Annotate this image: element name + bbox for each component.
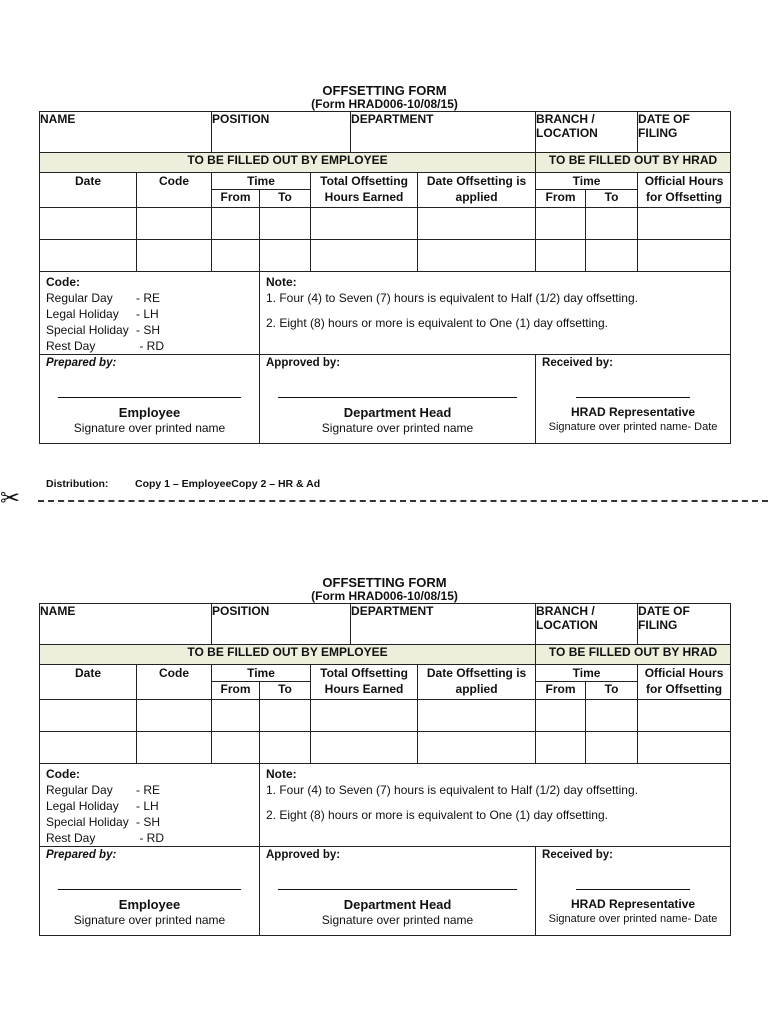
- cut-line: [0, 485, 768, 512]
- section-employee: TO BE FILLED OUT BY EMPLOYEE: [40, 153, 536, 173]
- entry-row: [40, 240, 731, 272]
- col-time: Time: [212, 173, 311, 190]
- entry-applied-cell[interactable]: [418, 732, 536, 764]
- entry-to-cell[interactable]: [260, 208, 311, 240]
- entry-official-cell[interactable]: [638, 208, 731, 240]
- entry-total-cell[interactable]: [311, 240, 418, 272]
- col-official-hours: Official Hours for Offsetting: [638, 665, 731, 700]
- form-title: OFFSETTING FORM: [322, 575, 447, 590]
- entry-date-cell[interactable]: [40, 732, 137, 764]
- entry-total-cell[interactable]: [311, 208, 418, 240]
- col-hrad-from: From: [536, 190, 586, 208]
- entry-to-cell[interactable]: [260, 732, 311, 764]
- entry-hrad-from-cell[interactable]: [536, 732, 586, 764]
- scissors-icon: ✂: [0, 485, 21, 512]
- department-field[interactable]: DEPARTMENT: [351, 604, 536, 645]
- form-title: OFFSETTING FORM: [322, 83, 447, 98]
- entry-date-cell[interactable]: [40, 208, 137, 240]
- offsetting-form-copy-2: [39, 575, 730, 936]
- prepared-by-block[interactable]: Prepared by: Employee Signature over printed name: [40, 355, 260, 444]
- entry-hrad-from-cell[interactable]: [536, 240, 586, 272]
- entry-hrad-from-cell[interactable]: [536, 208, 586, 240]
- col-from: From: [212, 682, 260, 700]
- entry-row: [40, 208, 731, 240]
- entry-hrad-to-cell[interactable]: [586, 700, 638, 732]
- col-hrad-to: To: [586, 190, 638, 208]
- entry-hrad-from-cell[interactable]: [536, 700, 586, 732]
- entry-date-cell[interactable]: [40, 240, 137, 272]
- col-code: Code: [137, 173, 212, 208]
- name-field[interactable]: NAME: [40, 112, 212, 153]
- approved-by-block[interactable]: Approved by: Department Head Signature over printed name: [260, 847, 536, 936]
- col-hrad-to: To: [586, 682, 638, 700]
- entry-applied-cell[interactable]: [418, 700, 536, 732]
- col-date-applied: Date Offsetting is applied: [418, 173, 536, 208]
- entry-code-cell[interactable]: [137, 732, 212, 764]
- entry-hrad-to-cell[interactable]: [586, 240, 638, 272]
- date-of-filing-field[interactable]: DATE OF FILING: [638, 604, 731, 645]
- entry-from-cell[interactable]: [212, 700, 260, 732]
- entry-code-cell[interactable]: [137, 208, 212, 240]
- entry-total-cell[interactable]: [311, 732, 418, 764]
- notes: Note: 1. Four (4) to Seven (7) hours is equivalent to Half (1/2) day offsetting. 2. Eight (8) hours or more is equivalent to One (1) day offsetting.: [260, 272, 731, 355]
- department-field[interactable]: DEPARTMENT: [351, 112, 536, 153]
- entry-applied-cell[interactable]: [418, 240, 536, 272]
- entry-from-cell[interactable]: [212, 208, 260, 240]
- position-field[interactable]: POSITION: [212, 112, 351, 153]
- received-by-block[interactable]: Received by: HRAD Representative Signature over printed name- Date: [536, 355, 731, 444]
- code-legend: Code: Regular Day - RE Legal Holiday - LH Special Holiday - SH Rest Day - RD: [40, 272, 260, 355]
- col-hrad-time: Time: [536, 665, 638, 682]
- offsetting-form-copy-1: [39, 83, 730, 444]
- signature-line: [278, 397, 517, 398]
- entry-row: [40, 732, 731, 764]
- distribution-note: Distribution: Copy 1 – EmployeeCopy 2 – HR & Ad: [46, 478, 321, 490]
- col-official-hours: Official Hours for Offsetting: [638, 173, 731, 208]
- signature-line: [278, 889, 517, 890]
- date-of-filing-field[interactable]: DATE OF FILING: [638, 112, 731, 153]
- notes: Note: 1. Four (4) to Seven (7) hours is equivalent to Half (1/2) day offsetting. 2. Eight (8) hours or more is equivalent to One (1) day offsetting.: [260, 764, 731, 847]
- section-employee: TO BE FILLED OUT BY EMPLOYEE: [40, 645, 536, 665]
- branch-location-field[interactable]: BRANCH / LOCATION: [536, 604, 638, 645]
- entry-to-cell[interactable]: [260, 700, 311, 732]
- entry-applied-cell[interactable]: [418, 208, 536, 240]
- entry-date-cell[interactable]: [40, 700, 137, 732]
- col-time: Time: [212, 665, 311, 682]
- entry-code-cell[interactable]: [137, 240, 212, 272]
- entry-official-cell[interactable]: [638, 732, 731, 764]
- col-to: To: [260, 190, 311, 208]
- entry-from-cell[interactable]: [212, 240, 260, 272]
- entry-total-cell[interactable]: [311, 700, 418, 732]
- prepared-by-block[interactable]: Prepared by: Employee Signature over printed name: [40, 847, 260, 936]
- col-date-applied: Date Offsetting is applied: [418, 665, 536, 700]
- entry-official-cell[interactable]: [638, 240, 731, 272]
- col-to: To: [260, 682, 311, 700]
- signature-line: [58, 397, 241, 398]
- approved-by-block[interactable]: Approved by: Department Head Signature over printed name: [260, 355, 536, 444]
- form-table: [39, 603, 731, 936]
- entry-official-cell[interactable]: [638, 700, 731, 732]
- form-table: [39, 111, 731, 444]
- col-date: Date: [40, 665, 137, 700]
- position-field[interactable]: POSITION: [212, 604, 351, 645]
- col-date: Date: [40, 173, 137, 208]
- col-hrad-from: From: [536, 682, 586, 700]
- branch-location-field[interactable]: BRANCH / LOCATION: [536, 112, 638, 153]
- signature-line: [576, 397, 690, 398]
- entry-hrad-to-cell[interactable]: [586, 208, 638, 240]
- entry-hrad-to-cell[interactable]: [586, 732, 638, 764]
- code-legend: Code: Regular Day - RE Legal Holiday - LH Special Holiday - SH Rest Day - RD: [40, 764, 260, 847]
- col-hrad-time: Time: [536, 173, 638, 190]
- form-code: (Form HRAD006-10/08/15): [311, 589, 458, 603]
- signature-line: [58, 889, 241, 890]
- col-code: Code: [137, 665, 212, 700]
- entry-code-cell[interactable]: [137, 700, 212, 732]
- entry-to-cell[interactable]: [260, 240, 311, 272]
- col-from: From: [212, 190, 260, 208]
- col-total-hours: Total Offsetting Hours Earned: [311, 665, 418, 700]
- form-code: (Form HRAD006-10/08/15): [311, 97, 458, 111]
- entry-from-cell[interactable]: [212, 732, 260, 764]
- entry-row: [40, 700, 731, 732]
- signature-line: [576, 889, 690, 890]
- section-hrad: TO BE FILLED OUT BY HRAD: [536, 645, 731, 665]
- received-by-block[interactable]: Received by: HRAD Representative Signature over printed name- Date: [536, 847, 731, 936]
- section-hrad: TO BE FILLED OUT BY HRAD: [536, 153, 731, 173]
- name-field[interactable]: NAME: [40, 604, 212, 645]
- col-total-hours: Total Offsetting Hours Earned: [311, 173, 418, 208]
